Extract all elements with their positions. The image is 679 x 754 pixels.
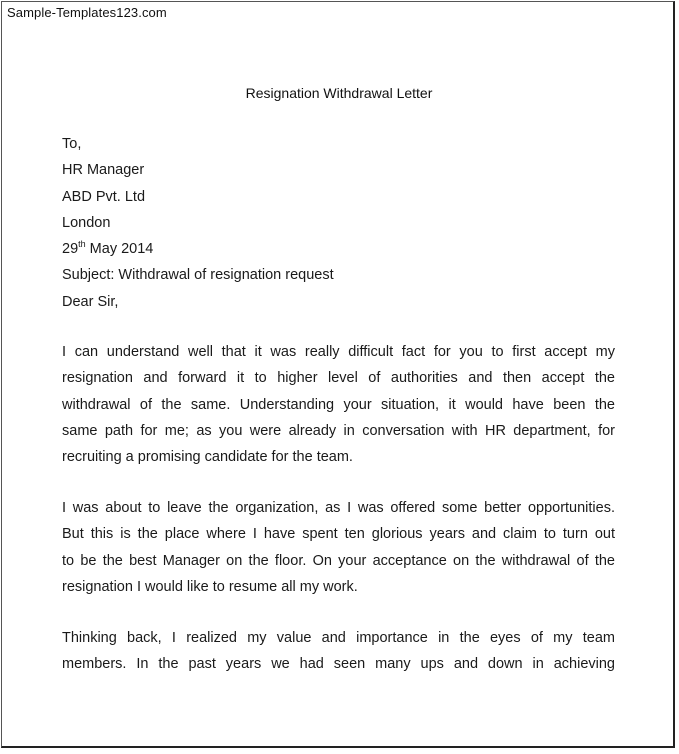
date-month-year: May 2014 [85,241,154,258]
body-paragraph-2 [62,495,615,600]
paragraph-line: members. In the past years we had seen many ups and down in achieving [62,656,615,673]
paragraph-line: I was about to leave the organization, as I was offered some better opportunities. [62,500,615,516]
body-paragraph-3 [62,625,615,678]
site-watermark: Sample-Templates123.com [7,5,167,20]
paragraph-line: But this is the place where I have spent ten glorious years and claim to turn out [62,526,615,543]
letter-header-block [62,131,334,315]
paragraph-line: I can understand well that it was really difficult fact for you to first accept my [62,344,615,360]
body-paragraph-1 [62,339,615,470]
paragraph-line: to be the best Manager on the floor. On your acceptance on the withdrawal of the [62,552,615,569]
city-line: London [62,214,111,231]
salutation-line: Dear Sir, [62,293,119,310]
paragraph-line: resignation I would like to resume all my work. [62,578,358,595]
paragraph-line: recruiting a promising candidate for the team. [62,449,353,466]
recipient-line: HR Manager [62,162,145,179]
date-line [62,236,334,262]
to-line: To, [62,136,82,152]
letter-title: Resignation Withdrawal Letter [245,85,433,101]
company-line: ABD Pvt. Ltd [62,188,146,205]
paragraph-line: same path for me; as you were already in conversation with HR department, for [62,422,615,439]
date-suffix: th [78,239,86,250]
paragraph-line: resignation and forward it to higher level of authorities and then accept the [62,370,615,387]
document-page [1,1,675,748]
subject-line: Subject: Withdrawal of resignation request [62,267,334,284]
date-day: 29 [62,241,79,258]
paragraph-line: withdrawal of the same. Understanding your situation, it would have been the [62,396,615,413]
paragraph-line: Thinking back, I realized my value and importance in the eyes of my team [62,630,615,646]
